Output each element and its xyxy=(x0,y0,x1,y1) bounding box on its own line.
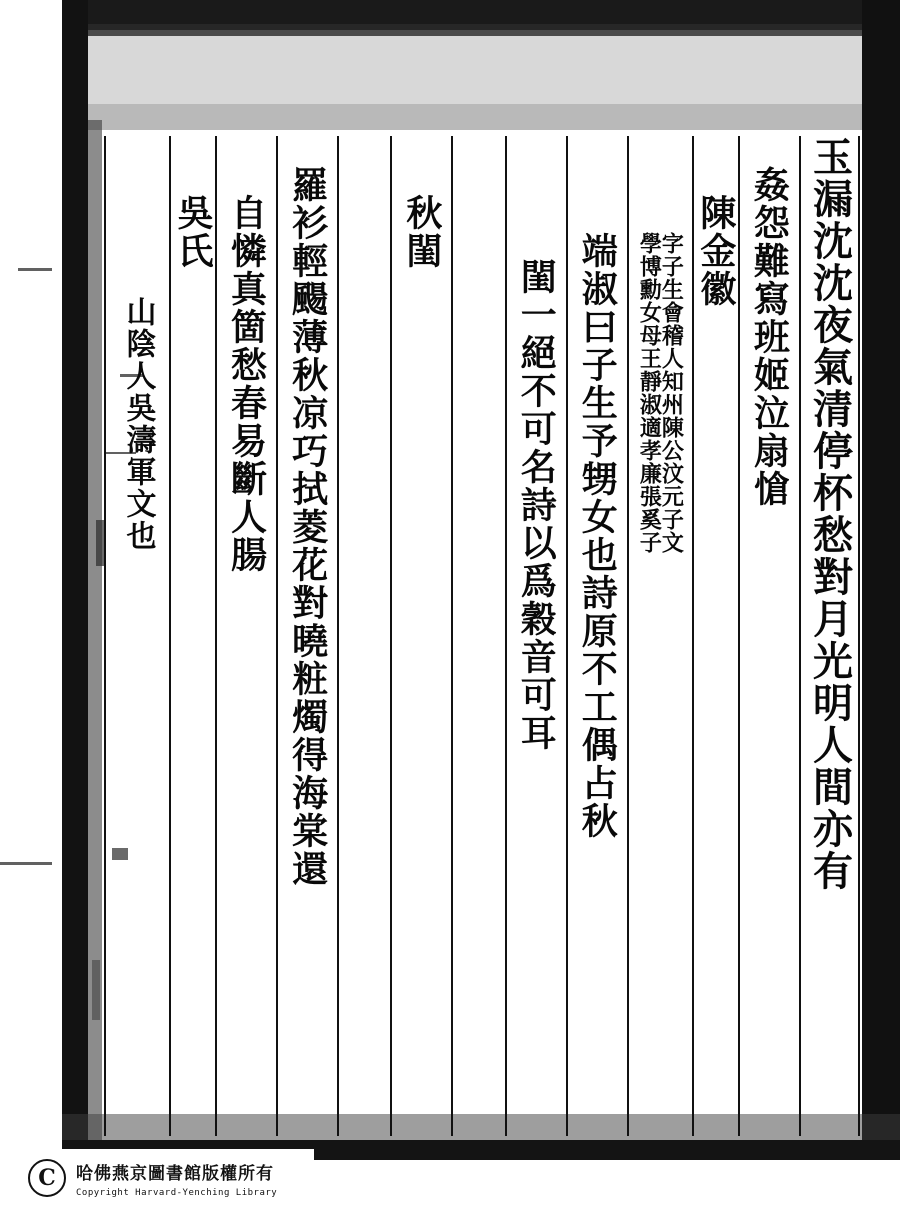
stamp-english-text: Copyright Harvard-Yenching Library xyxy=(76,1187,278,1198)
text-column-7-poem xyxy=(276,136,337,1136)
text-column-1 xyxy=(799,136,860,1136)
text-column-blank-1 xyxy=(451,136,504,1136)
stamp-chinese-text: 哈佛燕京圖書館版權所有 xyxy=(76,1163,274,1184)
column-8-text: 自憐真箇愁春易斷人腸 xyxy=(225,194,268,574)
text-block xyxy=(104,136,860,1136)
note-left-text: 學博勳女母王靜淑適孝廉張奚子 xyxy=(636,232,663,554)
column-6-text: 秋閨 xyxy=(400,194,443,270)
text-column-9-note xyxy=(104,136,169,1136)
text-column-3-interlinear-note xyxy=(627,136,692,1136)
margin-mark-2 xyxy=(0,862,52,865)
text-column-9-author xyxy=(169,136,215,1136)
column-2-text: 姦怨難寫班姬泣扇愴 xyxy=(748,166,791,508)
text-column-blank-2 xyxy=(337,136,390,1136)
scan-top-gradient-dark xyxy=(70,104,890,130)
text-column-5 xyxy=(505,136,566,1136)
book-spine-shadow xyxy=(62,0,88,1160)
text-column-8-poem-cont xyxy=(215,136,276,1136)
column-3-text: 陳金徽 xyxy=(694,194,737,308)
column-7-text: 羅衫輕颺薄秋凉巧拭菱花對曉粧燭得海棠還 xyxy=(286,166,329,888)
column-5-text: 閨一絕不可名詩以爲穀音可耳 xyxy=(515,258,558,752)
interlinear-note-pair xyxy=(636,232,685,554)
stamp-text-lines xyxy=(76,1159,277,1198)
text-column-4 xyxy=(566,136,627,1136)
text-column-3-author xyxy=(692,136,738,1136)
column-4-text: 端淑曰子生予甥女也詩原不工偶占秋 xyxy=(576,232,619,840)
text-column-6-poem-title xyxy=(390,136,451,1136)
scan-speckle-3 xyxy=(92,960,100,1020)
text-column-2 xyxy=(738,136,799,1136)
page-right-edge xyxy=(862,0,900,1160)
page-left-margin xyxy=(0,0,62,1215)
note-right-text: 字子生會稽人知州陳公汶元子文 xyxy=(658,232,685,554)
column-1-text: 玉漏沈沈夜氣清停杯愁對月光明人間亦有 xyxy=(806,136,854,892)
copyright-icon: C xyxy=(28,1159,66,1197)
column-9-text: 吳氏 xyxy=(171,194,214,270)
margin-mark-1 xyxy=(18,268,52,271)
library-copyright-stamp xyxy=(14,1149,314,1207)
column-9-note-text: 山陰人吳濤軍文也 xyxy=(120,296,156,552)
